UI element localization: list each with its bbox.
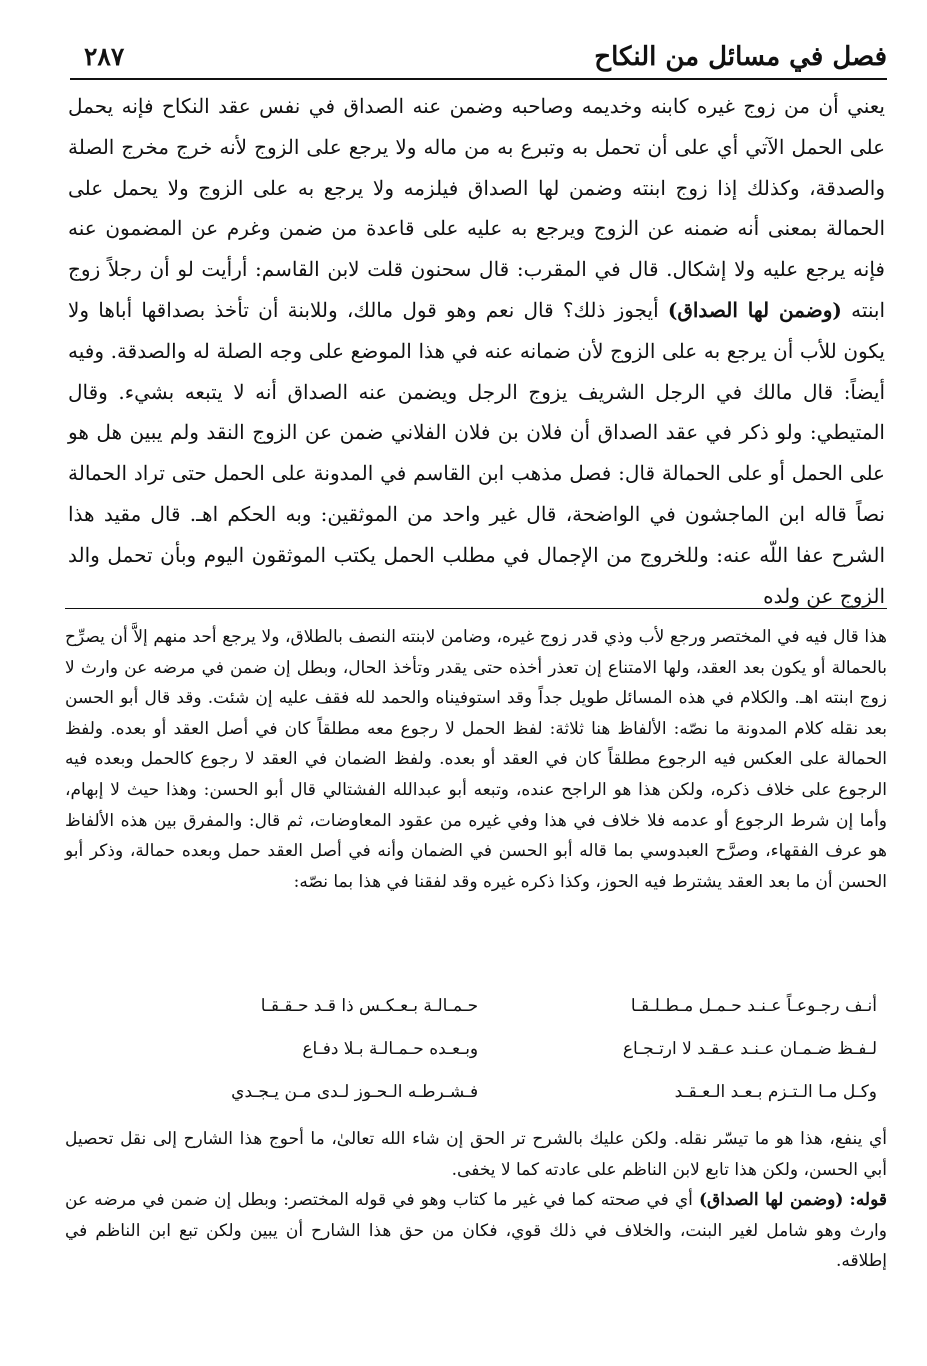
- quoted-phrase: (وضمن لها الصداق): [667, 297, 842, 322]
- main-paragraph: [68, 86, 885, 616]
- footnote-divider: [65, 608, 887, 609]
- closing-paragraph: [65, 1185, 887, 1277]
- header-divider: [70, 78, 887, 80]
- main-text: [68, 86, 885, 616]
- closing-paragraph: أي ينفع، هذا هو ما تيسّر نقله. ولكن عليك بالشرح تر الحق إن شاء الله تعالىٰ، ما أحوج هذا الشارح إلى نقل تحصيل أبي الحسن، ولكن هذا تابع لابن الناظم على عادته كما لا يخفى.: [65, 1129, 887, 1180]
- chapter-title: فصل في مسائل من النكاح: [594, 42, 887, 72]
- quote-lead: قوله:: [849, 1190, 888, 1211]
- closing-text-part: أي في صحته كما في غير ما كتاب وهو في قوله المختصر: وبطل إن ضمن في مرضه عن وارث وهو شامل لغير البنت، والخلاف في ذلك قوي، فكان من حق هذا الشارح أن يبين ولكن تبع ابن الناظم في إطلاقه.: [65, 1190, 887, 1272]
- page-number: ٢٨٧: [84, 42, 125, 71]
- verse-first-hemistich: وكـل مـا الـتـزم بـعـد الـعـقـد: [674, 1082, 877, 1102]
- main-text-part: يعني أن من زوج غيره كابنه وخديمه وصاحبه وضمن عنه الصداق في نفس عقد النكاح فإنه يحمل على الحمل الآتي أي على أن تحمل به وتبرع به من ماله ولا يرجع على الزوج لأنه خرج مخرج الصلة والصدقة، وكذلك إذا زوج ابنته وضمن لها الصداق فيلزمه ولا يرجع به على الزوج ولا يحمل على الحمالة بمعنى أنه ضمنه عن الزوج ويرجع به عليه على قاعدة من ضمن وغرم عن المضمون عنه فإنه يرجع عليه ولا إشكال. قال في المقرب: قال سحنون قلت لابن القاسم: أرأيت لو أن رجلاً زوج ابنته: [68, 94, 886, 322]
- verse-second-hemistich: حـمـالـة بـعـكـس ذا قـد حـقـقـا: [260, 996, 479, 1016]
- verse-line: [110, 1082, 877, 1125]
- quoted-phrase: (وضمن لها الصداق): [699, 1190, 844, 1211]
- verse-first-hemistich: أنـف رجـوعـاً عـنـد حـمـل مـطـلـقـا: [630, 996, 877, 1016]
- verse-line: [110, 996, 877, 1039]
- verse-first-hemistich: لـفـظ ضـمـان عـنـد عـقـد لا ارتـجـاع: [622, 1039, 877, 1059]
- verse-line: [110, 1039, 877, 1082]
- verse-second-hemistich: وبـعـده حـمـالـة بـلا دفـاع: [302, 1039, 479, 1059]
- footnote-text: [65, 622, 887, 897]
- poem-verses: [110, 996, 877, 1125]
- footnote-closing: [65, 1124, 887, 1277]
- main-text-part: أيجوز ذلك؟ قال نعم وهو قول مالك، وللابنة أن تأخذ بصداقها أباها ولا يكون للأب أن يرجع به على الزوج لأن ضمانه عنه في هذا الموضع على وجه الصلة له والصدقة. وفيه أيضاً: قال مالك في الرجل الشريف يزوج الرجل ويضمن عنه الصداق أنه لا يتبعه بشيء. وقال المتيطي: ولو ذكر في عقد الصداق أن فلان بن فلان الفلاني ضمن عن الزوج النقد ولم يبين هل هو على الحمل أو على الحمالة قال: فصل مذهب ابن القاسم في المدونة على الحمل حتى تراد الحمالة نصاً قاله ابن الماجشون في الواضحة، قال غير واحد من الموثقين: وبه الحكم اهـ. قال مقيد هذا الشرح عفا اللّه عنه: وللخروج من الإجمال في مطلب الحمل يكتب الموثقون اليوم وبأن تحمل والد الزوج عن ولده: [68, 297, 886, 608]
- verse-second-hemistich: فـشـرطـه الـحـوز لـدى مـن يـجـدي: [231, 1082, 479, 1102]
- running-header: [70, 38, 887, 78]
- footnote-paragraph: هذا قال فيه في المختصر ورجع لأب وذي قدر زوج غيره، وضامن لابنته النصف بالطلاق، ولا يرجع أحد منهم إلاَّ أن يصرِّح بالحمالة أو يكون بعد العقد، ولها الامتناع إن تعذر أخذه حتى يقدر وتأخذ الحال، وبطل إن ضمن في مرضه عن وارث لا زوج ابنته اهـ. والكلام في هذه المسائل طويل جداً وقد استوفيناه والحمد لله فقف عليه إن شئت. وقد قال أبو الحسن بعد نقله كلام المدونة ما نصّه: الألفاظ هنا ثلاثة: لفظ الحمل لا رجوع معه مطلقاً كان في أصل العقد أو بعده. ولفظ الحمالة على العكس فيه الرجوع مطلقاً كان في العقد أو بعده. ولفظ الضمان في العقد لا رجوع كالحمل وبعده فيه الرجوع على خلاف ذكره، ولكن هذا هو الراجح عنده، وتبعه أبو عبدالله الفشتالي قال أبو الحسن: وهذا حيث لا إبهام، وأما إن شرط الرجوع أو عدمه فلا خلاف في هذا وفي غيره من عقود المعاوضات، ثم قال: والمفرق بين هذه الألفاظ هو عرف الفقهاء، وصرَّح العبدوسي بما قاله أبو الحسن في الضمان وأنه في أصل العقد حمل وبعده حمالة، وذكر أبو الحسن أن ما بعد العقد يشترط فيه الحوز، وكذا ذكره غيره وقد لفقنا في هذا بما نصّه:: [65, 627, 887, 892]
